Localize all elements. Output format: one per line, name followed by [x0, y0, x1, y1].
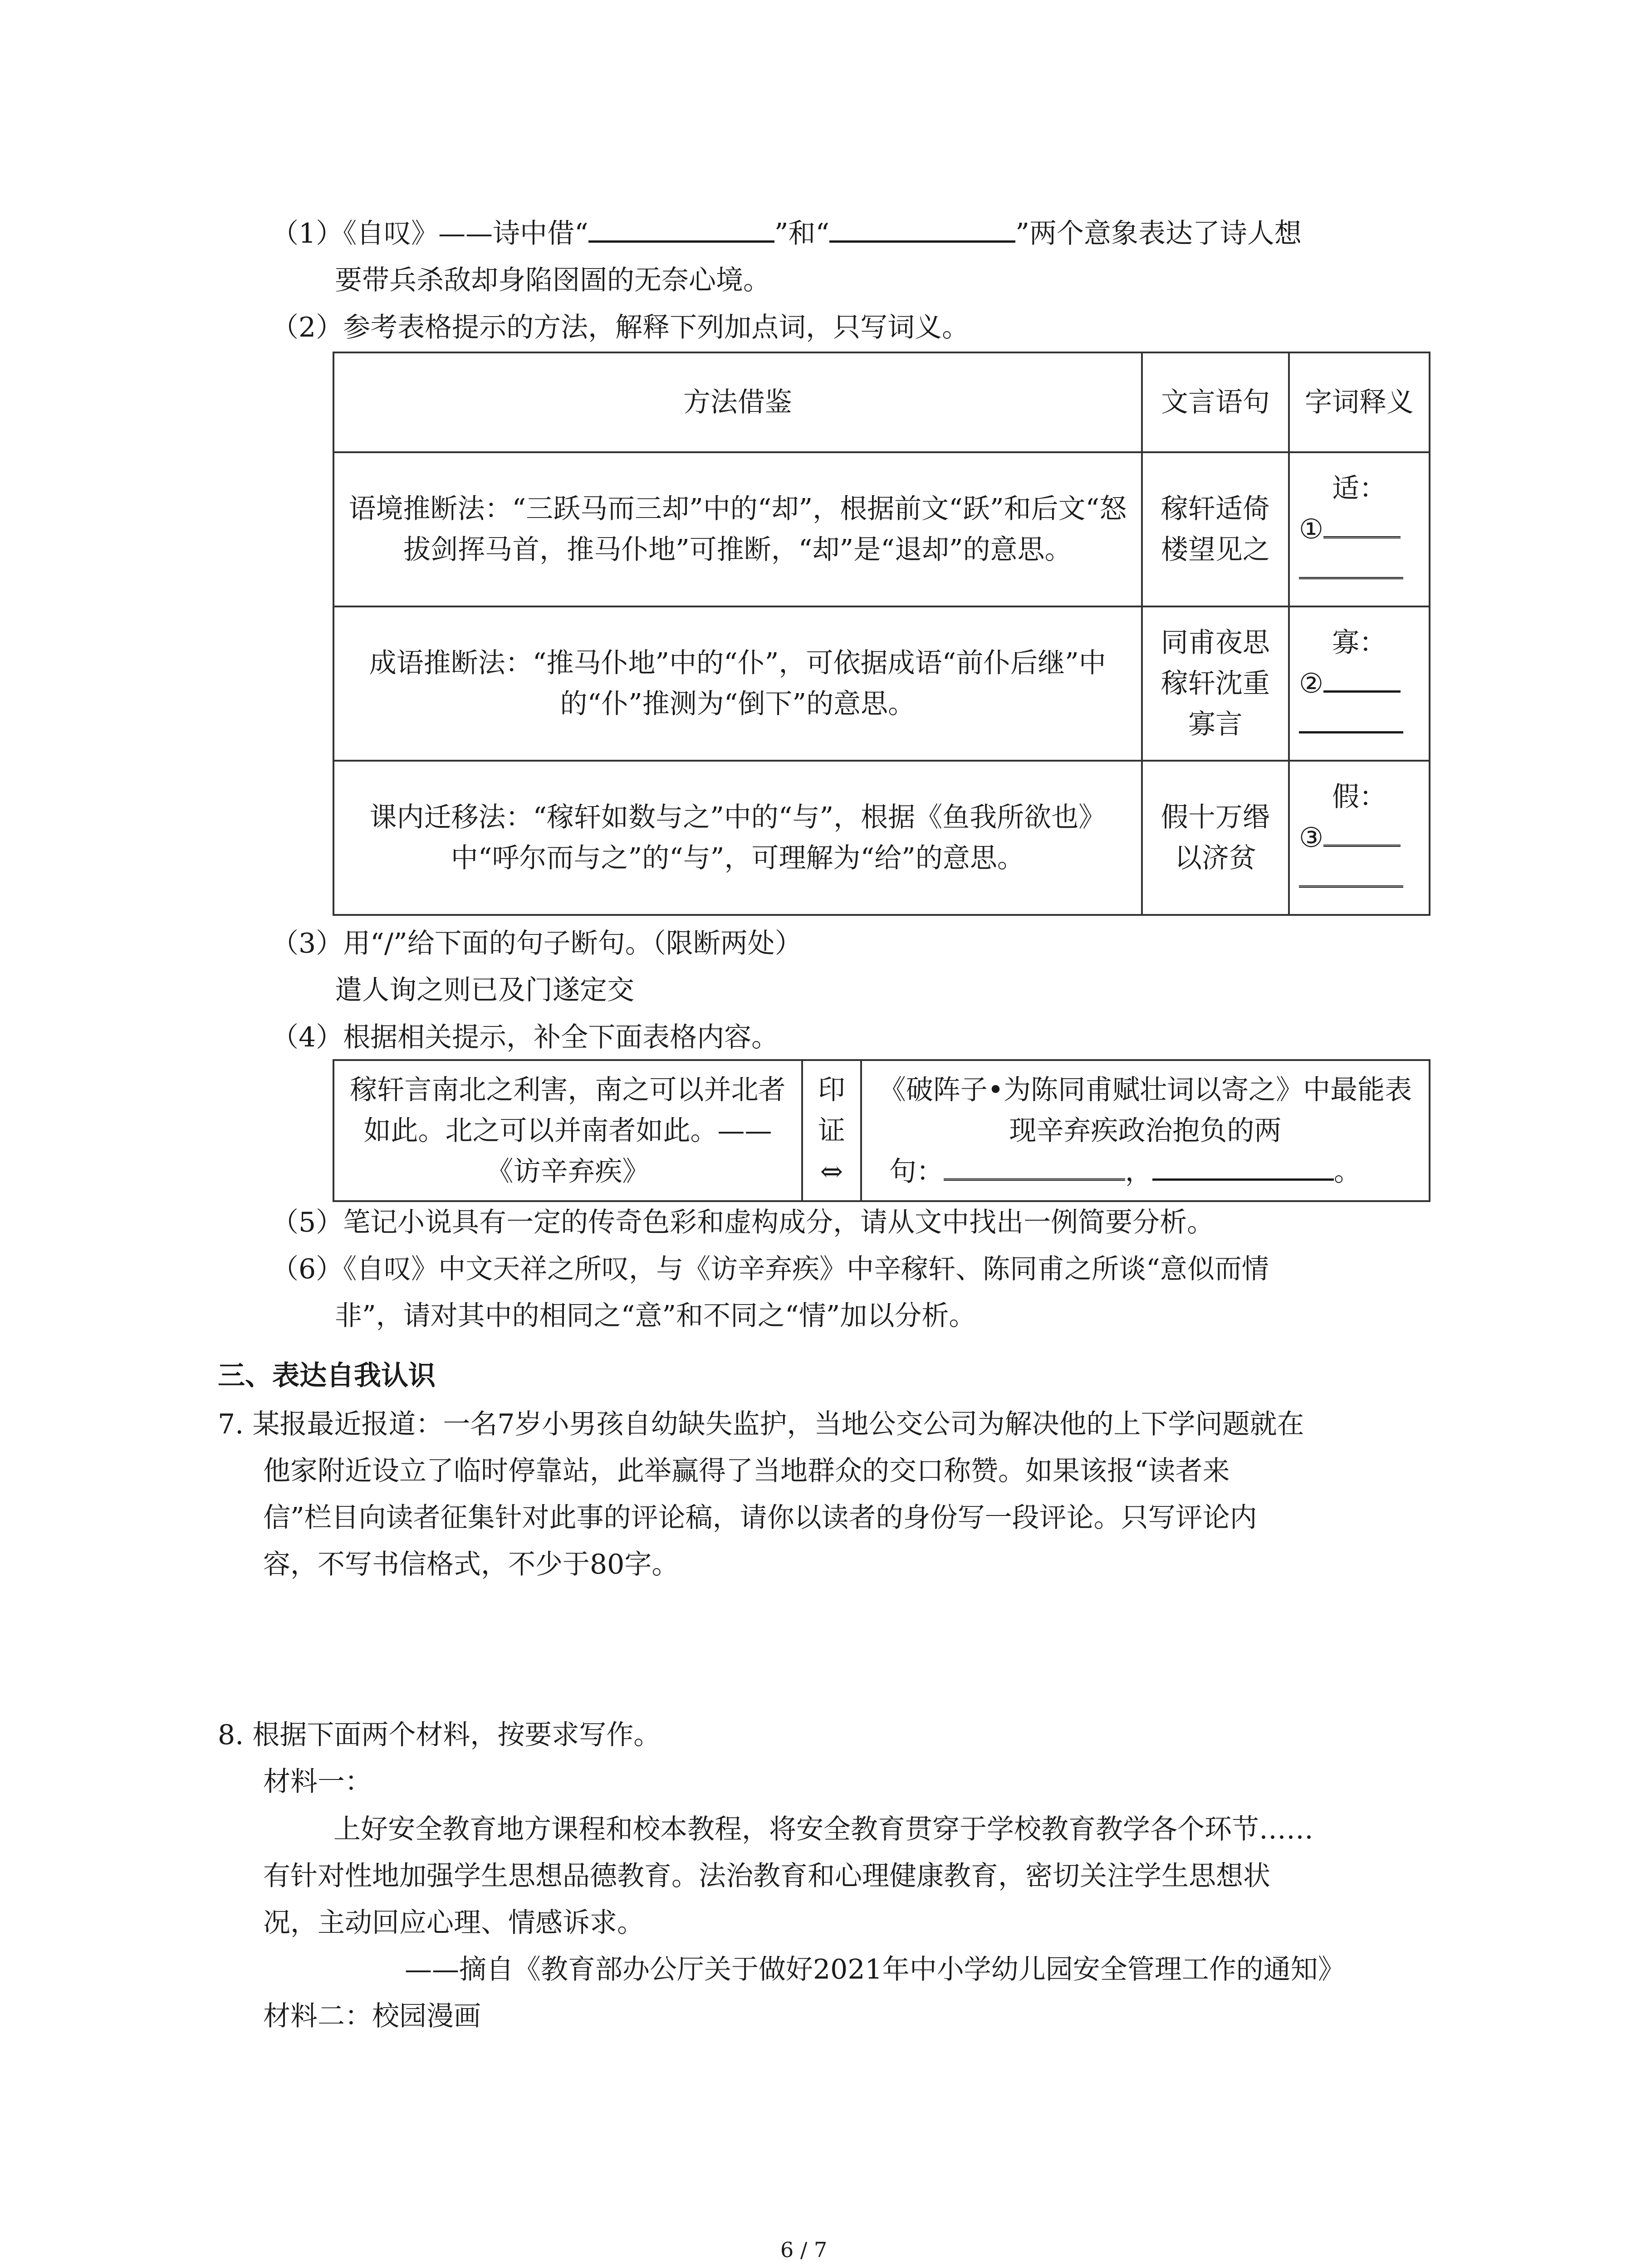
evidence-right-cell: [861, 1060, 1430, 1201]
q1-text-post: ”两个意象表达了诗人想: [1015, 218, 1302, 249]
material-1-source: ——摘自《教育部办公厅关于做好2021年中小学幼儿园安全管理工作的通知》: [405, 1954, 1345, 1985]
q1-blank-2[interactable]: [829, 213, 1015, 243]
method-cell: 成语推断法：“推马仆地”中的“仆”，可依据成语“前仆后继”中的“仆”推测为“倒下”的意思。: [333, 606, 1142, 761]
zheng-char: 证: [818, 1114, 845, 1147]
q6-line1: [271, 1246, 1269, 1292]
q8-line: [218, 1712, 661, 1758]
q6-text-1: 《自叹》中文天祥之所叹，与《访辛弃疾》中辛稼轩、陈同甫之所谈“意似而情: [343, 1253, 1269, 1285]
method-row-2: [333, 606, 1430, 761]
material-1-line3: 况，主动回应心理、情感诉求。: [263, 1907, 644, 1939]
q2-number: （2）: [271, 312, 343, 343]
method-row-3: [333, 761, 1430, 915]
material-1-label: 材料一：: [263, 1766, 372, 1798]
circled-two-marker: ②: [1299, 668, 1323, 699]
answer-blank-2b[interactable]: [1299, 713, 1403, 733]
q7-line2: 他家附近设立了临时停靠站，此举赢得了当地群众的交口称赞。如果该报“读者来: [263, 1455, 1230, 1487]
q4-line: [271, 1015, 779, 1060]
q5-line: [271, 1200, 1214, 1245]
material-1-line1: 上好安全教育地方课程和校本教程，将安全教育贯穿于学校教育教学各个环节……: [333, 1813, 1313, 1845]
answer-cell: [1289, 452, 1430, 606]
evidence-table: [333, 1059, 1430, 1202]
evidence-right-text: 《破阵子•为陈同甫赋壮词以寄之》中最能表现辛弃疾政治抱负的两: [878, 1074, 1412, 1147]
method-table-header: [333, 352, 1430, 452]
q6-line2: 非”，请对其中的相同之“意”和不同之“情”加以分析。: [335, 1300, 976, 1332]
q1-line2: 要带兵杀敌却身陷囹圄的无奈心境。: [335, 264, 770, 296]
q7-line1: [218, 1402, 1304, 1447]
q5-number: （5）: [271, 1207, 343, 1238]
q3-sentence: 遣人询之则已及门遂定交: [335, 974, 634, 1006]
q3-text: 用“/”给下面的句子断句。（限断两处）: [343, 928, 802, 959]
circled-three-marker: ③: [1299, 822, 1323, 854]
sentence-cell: 假十万缗以济贫: [1142, 761, 1289, 915]
answer-cell: [1289, 761, 1430, 915]
evidence-answer-line: [871, 1151, 1420, 1192]
method-cell: 语境推断法：“三跃马而三却”中的“却”，根据前文“跃”和后文“怒拔剑挥马首，推马仆地”可推断，“却”是“退却”的意思。: [333, 452, 1142, 606]
q1-line1: [271, 211, 1302, 256]
evidence-left-cell: 稼轩言南北之利害，南之可以并北者如此。北之可以并南者如此。——《访辛弃疾》: [333, 1060, 802, 1201]
section-heading: 三、表达自我认识: [218, 1360, 436, 1392]
answer-blank-1[interactable]: [1323, 518, 1401, 538]
q7-line3: 信”栏目向读者征集针对此事的评论稿，请你以读者的身份写一段评论。只写评论内: [263, 1502, 1257, 1534]
q8-number: 8.: [218, 1719, 244, 1751]
word-label: 寡：: [1332, 627, 1387, 659]
q3-number: （3）: [271, 928, 343, 959]
q1-blank-1[interactable]: [588, 213, 774, 243]
double-arrow-icon: ⇔: [820, 1155, 843, 1188]
answer-blank-1b[interactable]: [1299, 559, 1403, 579]
q3-line: [271, 921, 802, 966]
material-1-line2: 有针对性地加强学生思想品德教育。法治教育和心理健康教育，密切关注学生思想状: [263, 1860, 1270, 1892]
circled-one-marker: ①: [1299, 513, 1323, 545]
q4-number: （4）: [271, 1022, 343, 1053]
q1-number: （1）: [271, 218, 343, 249]
q8-text: 根据下面两个材料，按要求写作。: [252, 1719, 661, 1751]
q1-text-mid: ”和“: [774, 218, 830, 249]
q2-line: [271, 305, 969, 350]
q7-line4: 容，不写书信格式，不少于80字。: [263, 1549, 679, 1580]
q7-number: 7.: [218, 1408, 244, 1440]
evidence-mid-cell: [802, 1060, 861, 1201]
answer-blank-3b[interactable]: [1299, 867, 1403, 888]
header-sentence: 文言语句: [1142, 352, 1289, 452]
header-method: 方法借鉴: [333, 352, 1142, 452]
sentence-cell: 稼轩适倚楼望见之: [1142, 452, 1289, 606]
comma: ，: [1125, 1155, 1152, 1188]
q2-text: 参考表格提示的方法，解释下列加点词，只写词义。: [343, 312, 970, 343]
q1-text-pre: 《自叹》——诗中借“: [343, 218, 588, 249]
evidence-row: [333, 1060, 1430, 1201]
q7-text-1: 某报最近报道：一名7岁小男孩自幼缺失监护，当地公交公司为解决他的上下学问题就在: [252, 1408, 1304, 1440]
method-row-1: [333, 452, 1430, 606]
q5-text: 笔记小说具有一定的传奇色彩和虚构成分，请从文中找出一例简要分析。: [343, 1207, 1215, 1238]
word-label: 适：: [1332, 473, 1387, 504]
q4-text: 根据相关提示，补全下面表格内容。: [343, 1022, 779, 1053]
method-table: [333, 352, 1430, 916]
poem-blank-1[interactable]: [944, 1160, 1125, 1181]
answer-blank-2[interactable]: [1323, 672, 1401, 693]
header-meaning: 字词释义: [1289, 352, 1430, 452]
ju-label: 句：: [889, 1155, 944, 1188]
poem-blank-2[interactable]: [1152, 1160, 1334, 1181]
period: 。: [1333, 1155, 1361, 1188]
page-number: 6 / 7: [780, 2238, 828, 2262]
answer-cell: [1289, 606, 1430, 761]
q6-number: （6）: [271, 1253, 343, 1285]
yin-char: 印: [818, 1074, 845, 1106]
material-2-label: 材料二：校园漫画: [263, 2000, 481, 2032]
answer-blank-3[interactable]: [1323, 826, 1401, 847]
sentence-cell: 同甫夜思稼轩沈重寡言: [1142, 606, 1289, 761]
method-cell: 课内迁移法：“稼轩如数与之”中的“与”，根据《鱼我所欲也》中“呼尔而与之”的“与”，可理解为“给”的意思。: [333, 761, 1142, 915]
word-label: 假：: [1332, 781, 1387, 813]
